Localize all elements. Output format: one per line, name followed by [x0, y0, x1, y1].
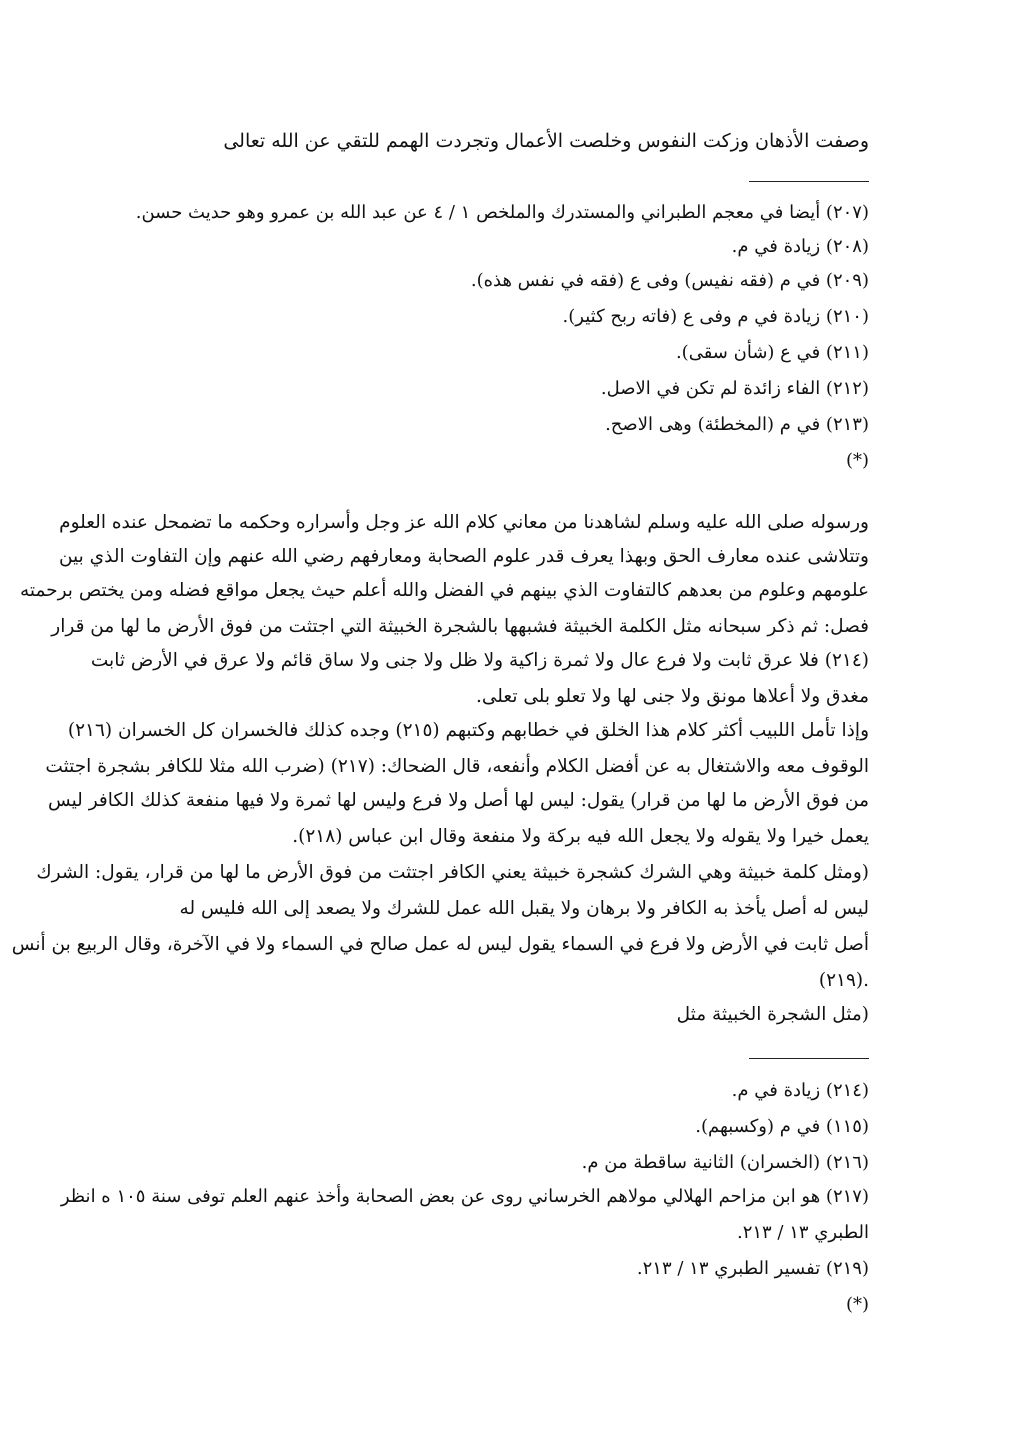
- footnote-208: (٢٠٨) زيادة في م.: [731, 236, 869, 257]
- footnote-216: (٢١٦) (الخسران) الثانية ساقطة من م.: [581, 1152, 869, 1173]
- body-line: علومهم وعلوم من بعدهم كالتفاوت الذي بينهم في الفضل والله أعلم حيث يجعل مواقع فضله ومن يختص برحمته: [19, 580, 869, 601]
- footnote-211: (٢١١) في ع (شأن سقى).: [675, 342, 869, 363]
- body-line: (ومثل كلمة خبيثة وهي الشرك كشجرة خبيثة يعني الكافر اجتثت من فوق الأرض ما لها من قرار، يقول: الشرك: [36, 862, 869, 883]
- body-line: وتتلاشى عنده معارف الحق وبهذا يعرف قدر علوم الصحابة ومعارفهم رضي الله عنهم وإن التفاوت الذي بين: [58, 546, 869, 567]
- body-line: مغدق ولا أعلاها مونق ولا جنى لها ولا تعلو بلى تعلى.: [476, 686, 869, 707]
- body-line: فصل: ثم ذكر سبحانه مثل الكلمة الخبيثة فشبهها بالشجرة الخبيثة التي اجتثت من فوق الأرض ما لها من قرار: [51, 616, 869, 637]
- footnote-213: (٢١٣) في م (المخطئة) وهى الاصح.: [605, 414, 869, 435]
- body-line: يعمل خيرا ولا يقوله ولا يجعل الله فيه بركة ولا منفعة وقال ابن عباس (٢١٨).: [292, 826, 869, 847]
- footnote-214: (٢١٤) زيادة في م.: [731, 1080, 869, 1101]
- body-line: ليس له أصل يأخذ به الكافر ولا برهان ولا يقبل الله عمل للشرك ولا يصعد إلى الله فليس له: [179, 898, 869, 919]
- footnote-209: (٢٠٩) في م (فقه نفيس) وفى ع (فقه في نفس هذه).: [470, 270, 869, 291]
- footnote-217: (٢١٧) هو ابن مزاحم الهلالي مولاهم الخرساني روى عن بعض الصحابة وأخذ عنهم العلم توفى سنة ١٠٥ ه انظر: [60, 1186, 869, 1207]
- footnote-212: (٢١٢) الفاء زائدة لم تكن في الاصل.: [600, 378, 869, 399]
- body-line: أصل ثابت في الأرض ولا فرع في السماء يقول ليس له عمل صالح في السماء ولا في الآخرة، وقال الربيع بن أنس: [11, 934, 869, 955]
- footnote-219: (٢١٩) تفسير الطبري ١٣ / ٢١٣.: [636, 1258, 869, 1279]
- footnote-marker: (*): [845, 1294, 869, 1315]
- footnote-separator: [749, 181, 869, 182]
- body-line: من فوق الأرض ما لها من قرار) يقول: ليس لها أصل ولا فرع وليس لها ثمرة ولا فيها منفعة كذلك الكافر ليس: [48, 790, 869, 811]
- body-line: (٢١٩).: [818, 970, 869, 991]
- body-line: الوقوف معه والاشتغال به عن أفضل الكلام وأنفعه، قال الضحاك: (٢١٧) (ضرب الله مثلا للكافر بشجرة اجتثت: [45, 756, 869, 777]
- body-line: ورسوله صلى الله عليه وسلم لشاهدنا من معاني كلام الله عز وجل وأسراره وحكمه ما تضمحل عنده العلوم: [59, 512, 869, 533]
- top-paragraph-line: وصفت الأذهان وزكت النفوس وخلصت الأعمال وتجردت الهمم للتقي عن الله تعالى: [223, 130, 869, 152]
- body-line: (مثل الشجرة الخبيثة مثل: [676, 1004, 869, 1025]
- body-line: (٢١٤) فلا عرق ثابت ولا فرع عال ولا ثمرة زاكية ولا ظل ولا جنى ولا ساق قائم ولا عرق في الأرض ثابت: [90, 650, 869, 671]
- footnote-217-cont: الطبري ١٣ / ٢١٣.: [736, 1222, 869, 1243]
- body-line: وإذا تأمل اللبيب أكثر كلام هذا الخلق في خطابهم وكتبهم (٢١٥) وجده كذلك فالخسران كل الخسران (٢١٦): [67, 720, 869, 741]
- footnote-separator: [749, 1058, 869, 1059]
- footnote-207: (٢٠٧) أيضا في معجم الطبراني والمستدرك والملخص ١ / ٤ عن عبد الله بن عمرو وهو حديث حسن.: [135, 202, 869, 223]
- footnote-210: (٢١٠) زيادة في م وفى ع (فاته ربح كثير).: [562, 306, 869, 327]
- footnote-marker: (*): [845, 450, 869, 471]
- footnote-215: (١١٥) في م (وكسبهم).: [695, 1116, 869, 1137]
